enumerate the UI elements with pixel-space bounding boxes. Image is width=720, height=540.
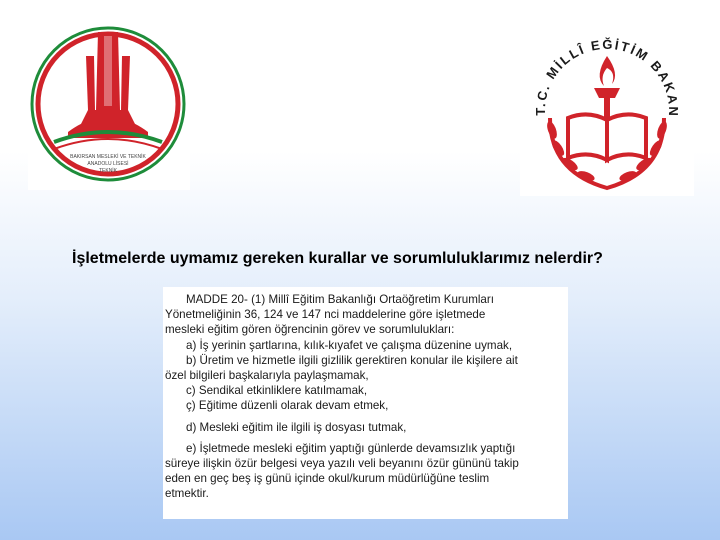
regulation-text-box	[163, 287, 568, 519]
meb-emblem-icon	[520, 22, 694, 196]
item-e-line-2: süreye ilişkin özür belgesi veya yazılı veli beyanını özür gününü takip	[165, 457, 519, 471]
school-emblem-icon	[28, 22, 190, 190]
school-logo	[28, 22, 190, 190]
logo-text-line-3: TEKNİK	[98, 168, 118, 174]
item-a: a) İş yerinin şartlarına, kılık-kıyafet ve çalışma düzenine uymak,	[186, 338, 513, 352]
item-c: c) Sendikal etkinliklere katılmamak,	[186, 384, 368, 398]
page-heading: İşletmelerde uymamız gereken kurallar ve sorumluluklarımız nelerdir?	[72, 250, 603, 267]
item-cc: ç) Eğitime düzenli olarak devam etmek,	[186, 399, 389, 413]
article-line-3: mesleki eğitim gören öğrencinin görev ve sorumlulukları:	[165, 323, 455, 337]
ministry-ring-text: T.C. MİLLÎ EĞİTİM BAKAN	[532, 36, 682, 119]
logo-text-line-2: ANADOLU LİSESİ	[87, 161, 129, 167]
item-e-line-3: eden en geç beş iş günü içinde okul/kurum müdürlüğüne teslim	[165, 472, 490, 486]
item-e: e) İşletmede mesleki eğitim yaptığı günlerde devamsızlık yaptığı	[186, 441, 516, 455]
ministry-logo	[520, 22, 694, 196]
logo-text-line-1: BAKIRSAN MESLEKİ VE TEKNİK	[70, 154, 146, 160]
article-line-2: Yönetmeliğinin 36, 124 ve 147 nci maddelerine göre işletmede	[165, 308, 486, 322]
item-b-continued: özel bilgileri başkalarıyla paylaşmamak,	[165, 369, 369, 383]
item-e-line-4: etmektir.	[165, 487, 209, 501]
item-b: b) Üretim ve hizmetle ilgili gizlilik gerektiren konular ile kişilere ait	[186, 353, 518, 367]
article-line-1: MADDE 20- (1) Millî Eğitim Bakanlığı Ortaöğretim Kurumları	[186, 293, 494, 306]
item-d: d) Mesleki eğitim ile ilgili iş dosyası tutmak,	[186, 420, 407, 434]
